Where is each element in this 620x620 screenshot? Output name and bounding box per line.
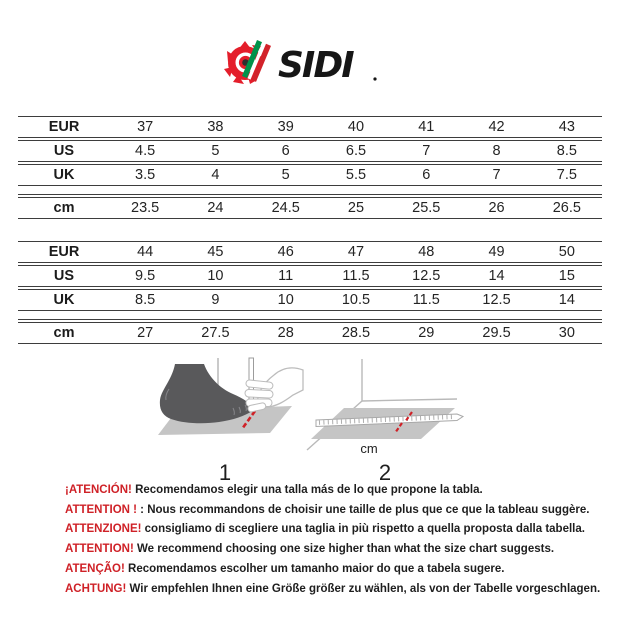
size-cell: 11.5: [391, 289, 461, 311]
size-cell: 24.5: [251, 197, 321, 219]
warning-text: : Nous recommandons de choisir une taille de plus que ce que la tableau suggère.: [136, 503, 590, 516]
size-cell: 44: [110, 241, 180, 263]
sidi-swirl-icon: [224, 40, 271, 84]
size-cell: 5.5: [321, 164, 391, 186]
size-row-eur: [18, 241, 602, 263]
size-row-uk: [18, 164, 602, 186]
foot-silhouette: [160, 364, 254, 423]
registered-mark: [373, 77, 376, 80]
size-cell: 29: [391, 322, 461, 344]
size-cell: 5: [180, 140, 250, 162]
size-cell: 7: [391, 140, 461, 162]
row-label: EUR: [18, 241, 110, 263]
cm-unit-label: cm: [360, 441, 378, 456]
size-cell: 9: [180, 289, 250, 311]
size-charts: [18, 114, 602, 344]
cm-table-1: [18, 197, 602, 219]
warning-keyword: ¡ATENCIÓN!: [65, 484, 132, 496]
size-cell: 39: [251, 116, 321, 138]
size-cell: 8.5: [532, 140, 602, 162]
warning-line: [65, 560, 610, 580]
size-cell: 11: [251, 265, 321, 287]
warning-keyword: ATTENTION!: [65, 543, 134, 556]
size-cell: 12.5: [461, 289, 531, 311]
size-cell: 8.5: [110, 289, 180, 311]
size-cell: 14: [461, 265, 531, 287]
size-cell: 8: [461, 140, 531, 162]
warning-text: Recomendamos elegir una talla más de lo que propone la tabla.: [131, 484, 483, 496]
size-cell: 10: [251, 289, 321, 311]
warning-text: Wir empfehlen Ihnen eine Größe größer zu wählen, als von der Tabelle vorgeschlagen.: [126, 582, 601, 595]
cm-table-2: [18, 322, 602, 344]
sidi-logo: [224, 40, 396, 86]
size-cell: 49: [461, 241, 531, 263]
size-cell: 38: [180, 116, 250, 138]
warning-keyword: ATTENZIONE!: [65, 523, 142, 536]
size-cell: 10: [180, 265, 250, 287]
size-row-us: [18, 265, 602, 287]
warning-line: [65, 580, 610, 600]
logo-text: SIDI: [278, 45, 353, 86]
size-row-us: [18, 140, 602, 162]
row-label: UK: [18, 289, 110, 311]
warning-text: We recommend choosing one size higher than what the size chart suggests.: [133, 543, 555, 556]
size-cell: 28: [251, 322, 321, 344]
size-cell: 6: [251, 140, 321, 162]
size-row-cm: [18, 322, 602, 344]
size-cell: 6: [391, 164, 461, 186]
row-label: cm: [18, 197, 110, 219]
cm-row-block-2: [18, 319, 602, 344]
size-cell: 12.5: [391, 265, 461, 287]
cm-row-block-1: [18, 194, 602, 219]
row-label: US: [18, 140, 110, 162]
size-cell: 9.5: [110, 265, 180, 287]
size-cell: 28.5: [321, 322, 391, 344]
size-row-cm: [18, 197, 602, 219]
finger: [245, 389, 273, 398]
warning-line: [65, 501, 610, 521]
size-cell: 29.5: [461, 322, 531, 344]
size-table-block-2: [18, 239, 602, 344]
warning-keyword: ATTENTION !: [65, 503, 137, 516]
size-cell: 26: [461, 197, 531, 219]
size-cell: 42: [461, 116, 531, 138]
size-cell: 5: [251, 164, 321, 186]
warning-keyword: ACHTUNG!: [65, 582, 127, 595]
size-cell: 30: [532, 322, 602, 344]
size-cell: 7: [461, 164, 531, 186]
size-cell: 4: [180, 164, 250, 186]
row-label: UK: [18, 164, 110, 186]
size-row-eur: [18, 116, 602, 138]
warning-text: Recomendamos escolher um tamanho maior do que a tabela sugere.: [124, 562, 505, 575]
size-table-eu44-50: [18, 239, 602, 313]
size-cell: 47: [321, 241, 391, 263]
size-cell: 50: [532, 241, 602, 263]
step-1-label: 1: [218, 460, 232, 485]
size-cell: 24: [180, 197, 250, 219]
size-cell: 27: [110, 322, 180, 344]
size-table-block-1: [18, 114, 602, 219]
warning-line: [65, 520, 610, 540]
size-cell: 43: [532, 116, 602, 138]
warnings-list: [65, 481, 610, 599]
size-cell: 27.5: [180, 322, 250, 344]
size-cell: 25.5: [391, 197, 461, 219]
row-label: EUR: [18, 116, 110, 138]
size-cell: 10.5: [321, 289, 391, 311]
size-cell: 4.5: [110, 140, 180, 162]
size-cell: 14: [532, 289, 602, 311]
size-cell: 40: [321, 116, 391, 138]
size-cell: 15: [532, 265, 602, 287]
warning-line: [65, 540, 610, 560]
step-2-label: 2: [378, 460, 392, 485]
warning-text: consigliamo di scegliere una taglia in più rispetto a quella proposta dalla tabella.: [141, 523, 585, 536]
size-cell: 11.5: [321, 265, 391, 287]
header: [0, 40, 620, 86]
size-row-uk: [18, 289, 602, 311]
size-cell: 26.5: [532, 197, 602, 219]
size-cell: 37: [110, 116, 180, 138]
measuring-instructions: [145, 356, 465, 466]
size-cell: 23.5: [110, 197, 180, 219]
foot-measure-illustration: [145, 356, 305, 464]
size-cell: 6.5: [321, 140, 391, 162]
row-label: cm: [18, 322, 110, 344]
size-table-eu37-43: [18, 114, 602, 188]
row-label: US: [18, 265, 110, 287]
size-cell: 25: [321, 197, 391, 219]
ruler-illustration: [305, 356, 465, 464]
wall-corner-horizontal: [362, 399, 457, 401]
warning-keyword: ATENÇÃO!: [65, 562, 125, 575]
size-cell: 7.5: [532, 164, 602, 186]
size-cell: 41: [391, 116, 461, 138]
size-cell: 45: [180, 241, 250, 263]
size-cell: 48: [391, 241, 461, 263]
warning-line: [65, 481, 610, 501]
size-cell: 46: [251, 241, 321, 263]
size-cell: 3.5: [110, 164, 180, 186]
